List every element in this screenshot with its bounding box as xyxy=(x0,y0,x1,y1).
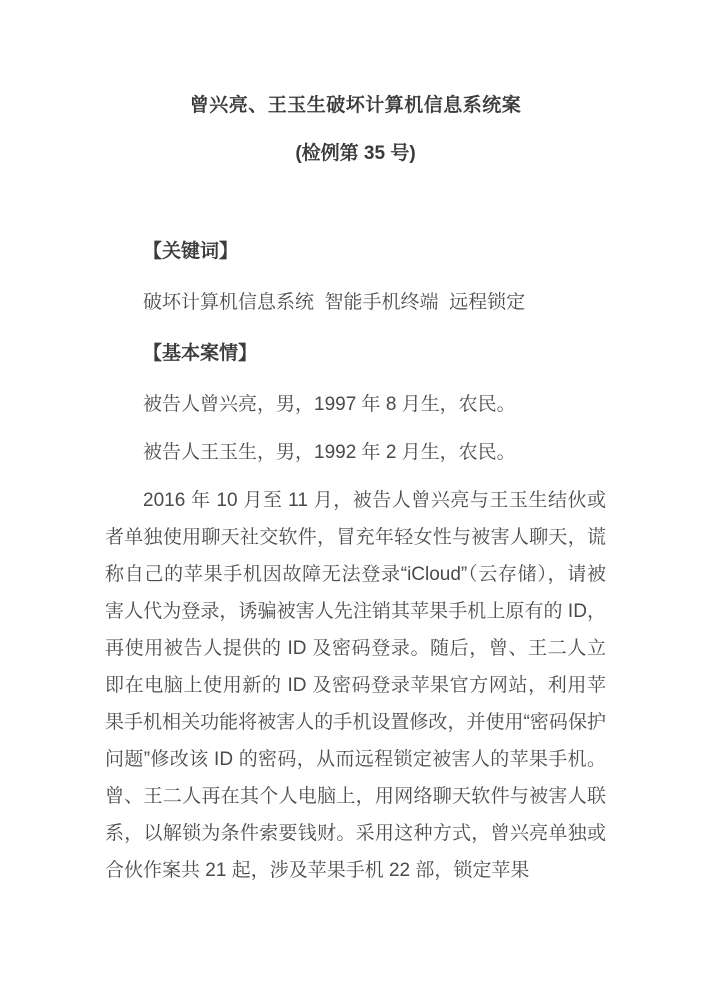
defendant-info-line-1: 被告人曾兴亮，男，1997 年 8 月生，农民。 xyxy=(143,394,516,415)
defendant-info-line-2: 被告人王玉生，男，1992 年 2 月生，农民。 xyxy=(143,442,516,463)
document-title: 曾兴亮、王玉生破坏计算机信息系统案 xyxy=(189,95,522,116)
case-facts-paragraph: 2016 年 10 月至 11 月，被告人曾兴亮与王玉生结伙或者单独使用聊天社交软件，冒充年轻女性与被害人聊天，谎称自己的苹果手机因故障无法登录“iCloud”（云存储），请被害人代为登录，诱骗被害人先注销其苹果手机上原有的 ID，再使用被告人提供的 ID 及密码登录。随后，曾、王二人立即在电脑上使用新的 ID 及密码登录苹果官方网站，利用苹果手机相关功能将被害人的手机设置修改，并使用“密码保护问题”修改该 ID 的密码，从而远程锁定被害人的苹果手机。曾、王二人再在其个人电脑上，用网络聊天软件与被害人联系，以解锁为条件索要钱财。采用这种方式，曾兴亮单独或合伙作案共 21 起，涉及苹果手机 22 部，锁定苹果 xyxy=(105,490,606,881)
case-number: (检例第 35 号) xyxy=(295,143,416,164)
keywords-section-heading: 【关键词】 xyxy=(143,241,239,262)
basic-facts-heading: 【基本案情】 xyxy=(143,343,258,364)
keywords-list: 破坏计算机信息系统 智能手机终端 远程锁定 xyxy=(143,292,526,313)
